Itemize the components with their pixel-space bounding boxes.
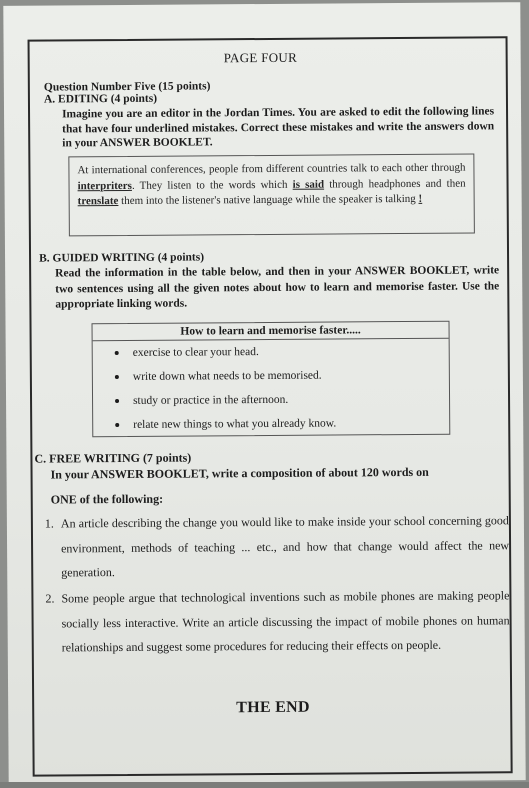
passage-text-4: them into the listener's native language while the speaker is talking [118,192,419,208]
option-number: 1. [44,516,54,531]
editing-instruction: Imagine you are an editor in the Jordan Times. You are asked to edit the following lines that have four underlined mistakes. Correct these mistakes and write the answers down in your ANSWER BOOKLET. [62,105,495,150]
list-item [93,387,449,413]
free-writing-instruction-line1: In your ANSWER BOOKLET, write a composition of about 120 words on [50,464,429,482]
editing-passage-box [68,154,475,237]
editing-passage [77,161,465,210]
table-surface [0,782,529,788]
bullet-icon [115,423,119,427]
guided-writing-instruction: Read the information in the table below, and then in your ANSWER BOOKLET, write two sentences using all the given notes about how to learn and memorise faster. Use the appropriate linking words. [55,264,500,311]
bullet-icon [115,375,119,379]
bullet-icon [115,351,119,355]
option-text: An article describing the change you would like to make inside your school concerning good environment, methods of teaching ... etc., and how that change would affect the new generation. [60,513,510,580]
notes-table [92,321,451,437]
guided-writing-header: B. GUIDED WRITING (4 points) [39,251,205,265]
free-writing-header: C. FREE WRITING (7 points) [34,450,192,466]
passage-text-1: At international conferences, people from different countries talk to each other through [77,161,466,177]
underlined-mistake-2: is said [292,178,325,191]
bullet-icon [115,399,119,403]
notes-list [93,339,450,437]
option-number: 2. [45,591,55,606]
option-text: Some people argue that technological inventions such as mobile phones are making people socially less interactive. Write an article discussing the impact of mobile phones on human relationships and suggest some procedures for reducing their effects on people. [61,588,510,655]
page-title: PAGE FOUR [223,49,298,66]
underlined-mistake-1: interpriters [77,179,132,192]
free-writing-instruction-line2: ONE of the following: [50,491,164,507]
question-header: Question Number Five (15 points) [43,80,211,94]
editing-header: A. EDITING (4 points) [43,92,158,106]
note-text: study or practice in the afternoon. [133,393,289,407]
note-text: write down what needs to be memorised. [132,369,322,383]
list-item [93,339,449,365]
underlined-mistake-3: trenslate [77,195,119,208]
paper-sheet [3,2,525,784]
notes-table-title: How to learn and memorise faster..... [93,322,449,341]
underlined-mistake-4: ! [418,192,423,205]
list-item [93,411,449,437]
passage-text-2: . They listen to the words which [131,178,293,192]
end-marker: THE END [236,698,310,717]
note-text: exercise to clear your head. [132,346,259,359]
list-item [93,363,449,389]
passage-text-3: through headphones and then [324,177,466,191]
note-text: relate new things to what you already know. [133,417,337,431]
